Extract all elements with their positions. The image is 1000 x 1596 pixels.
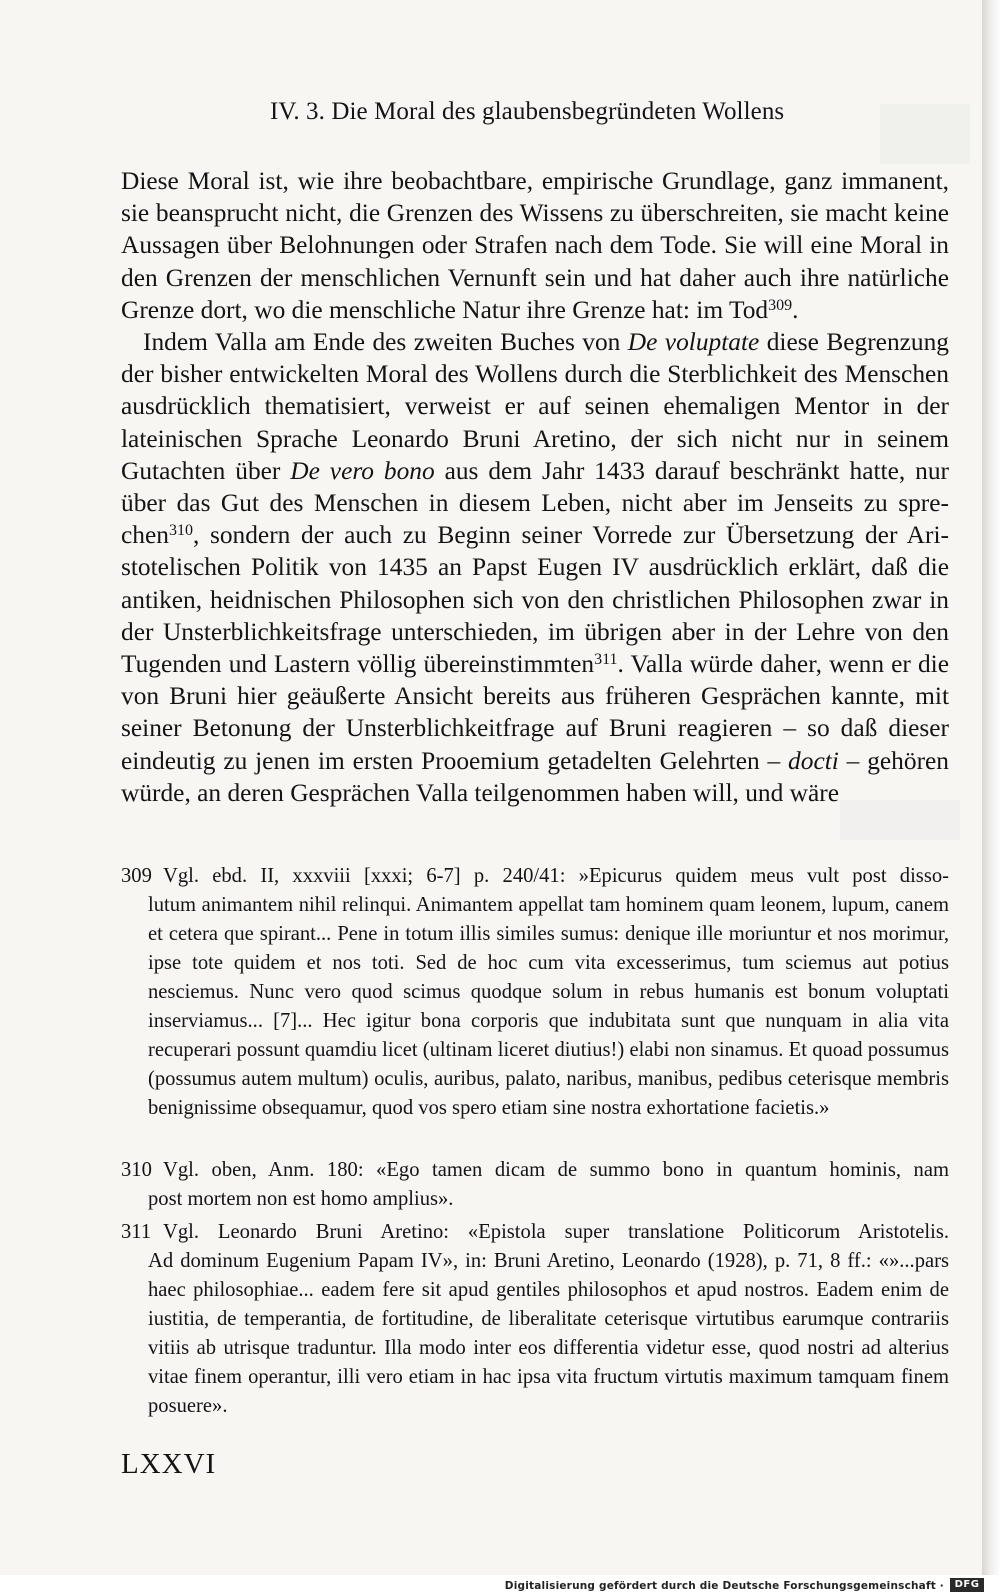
term-docti: docti [788,746,839,775]
page-number: LXXVI [121,1448,217,1480]
footnote-ref-309: 309 [768,296,793,314]
main-text [121,165,949,809]
paragraph-2 [121,326,949,809]
paragraph-1 [121,165,949,326]
footnote-number: 309 [121,865,152,887]
footnote-310-continuation: post mortem non est homo amplius». [148,1188,454,1210]
footnote-first-line: Vgl. oben, Anm. 180: «Ego tamen dicam de summo bono in quantum hominis, nam [163,1159,949,1181]
footnote-310 [121,1156,949,1185]
paragraph-2-text-b: diese Begrenzung der bisher entwickelten Moral des Wollens durch die Sterblichkeit des Menschen ausdrücklich thematisiert, verweist er auf seinen ehemaligen Mentor in der lateinischen Sprache Leonardo Bruni Aretino, der sich nicht nur in seinem Gutachten über [121,328,949,485]
paragraph-2-text-c: aus dem Jahr 1433 darauf beschränkt hatte, nur über das Gut des Menschen in diesem Leben, nicht aber im Jenseits zu sprechen [121,456,949,550]
dfg-logo-icon: DFG [950,1578,984,1592]
footnote-number: 310 [121,1159,152,1181]
footnote-first-line: Vgl. ebd. II, xxxviii [xxxi; 6-7] p. 240/41: »Epicurus quidem meus vult post disso- [163,865,949,887]
title-de-voluptate: De voluptate [627,328,760,357]
footnote-311 [121,1218,949,1247]
footnote-number: 311 [121,1221,152,1243]
footnote-311-continuation: Ad dominum Eugenium Papam IV», in: Bruni Aretino, Leonardo (1928), p. 71, 8 ff.: «»...pars haec philosophiae... eadem fere sit apud gentiles philosophos et apud nostros. Eadem enim de iustitia, de temperantia, de fortitudine, de liberalitate ceterisque virtutibus earumque contrariis vitiis ab utrisque traduntur. Illa modo inter eos differentia videtur esse, quod nostri ad alterius vitae finem operantur, illi vero etiam in hac ipsa vita fructum virtutis maximum tamquam finem posuere». [148,1250,949,1417]
page-edge [982,0,1000,1575]
paragraph-2-text-f: – gehören würde, an deren Gesprächen Valla teilgenommen haben will, und wäre [121,746,949,807]
footnote-ref-311: 311 [594,651,618,669]
footnote-309-continuation: lutum animantem nihil relinqui. Animantem appellat tam hominem quam leonem, lupum, canem et cetera que spirant... Pene in totum illis similes sumus: denique ille moriuntur et nos morimur, ipse tote quidem et nos toti. Sed de hoc cum vita excesserimus, tum sciemus aut potius nesciemus. Nunc vero quod scimus quodque solum in rebus humanis est bonum voluptati inserviamus... [7]... Hec igitur bona corporis que indubitata sunt que nunquam in alia vita recuperari possunt quamdiu licet (ultinam liceret diutius!) elabi non sinamus. Et quoad possumus (possumus autem multum) oculis, auribus, palato, naribus, manibus, pedibus ceterisque membris benignissime obsequamur, quod vos spero etiam sine nostra exhortatione facietis.» [148,894,949,1119]
footnote-ref-310: 310 [168,522,193,540]
paragraph-1-text: Diese Moral ist, wie ihre beobachtbare, empirische Grundlage, ganz immanent, sie beansprucht nicht, die Grenzen des Wissens zu überschreiten, sie macht keine Aussagen über Belohnungen oder Strafen nach dem Tode. Sie will eine Moral in den Grenzen der menschlichen Vernunft sein und hat daher auch ihre natürliche Grenze dort, wo die menschliche Natur ihre Grenze hat: im Tod [121,167,949,324]
paragraph-1-end: . [792,295,799,324]
footnote-309 [121,862,949,891]
section-heading: IV. 3. Die Moral des glaubensbegründeten Wollens [270,98,785,125]
paragraph-2-text-a: Indem Valla am Ende des zweiten Buches von [143,328,628,357]
title-de-vero-bono: De vero bono [290,456,435,485]
paragraph-2-text-e: . Valla würde daher, wenn er die von Bruni hier geäußerte Ansicht bereits aus früheren Gesprächen kannte, mit seiner Betonung der Unsterblichkeitfrage auf Bruni reagieren – so daß dieser eindeutig zu jenen im ersten Prooemium getadelten Gelehrten – [121,650,949,775]
footnote-first-line: Vgl. Leonardo Bruni Aretino: «Epistola super translatione Politicorum Aristotelis. [163,1221,949,1243]
paragraph-2-text-d: , sondern der auch zu Beginn seiner Vorrede zur Übersetzung der Aristotelischen Politik von 1435 an Papst Eugen IV ausdrücklich erklärt, daß die antiken, heidnischen Philosophen sich von den christlichen Philosophen zwar in der Unsterblichkeitsfrage unterschieden, im übrigen aber in der Lehre von den Tugenden und Lastern völlig übereinstimmten [121,521,949,679]
digitization-credit: Digitalisierung gefördert durch die Deutsche Forschungsgemeinschaft · [504,1580,944,1592]
